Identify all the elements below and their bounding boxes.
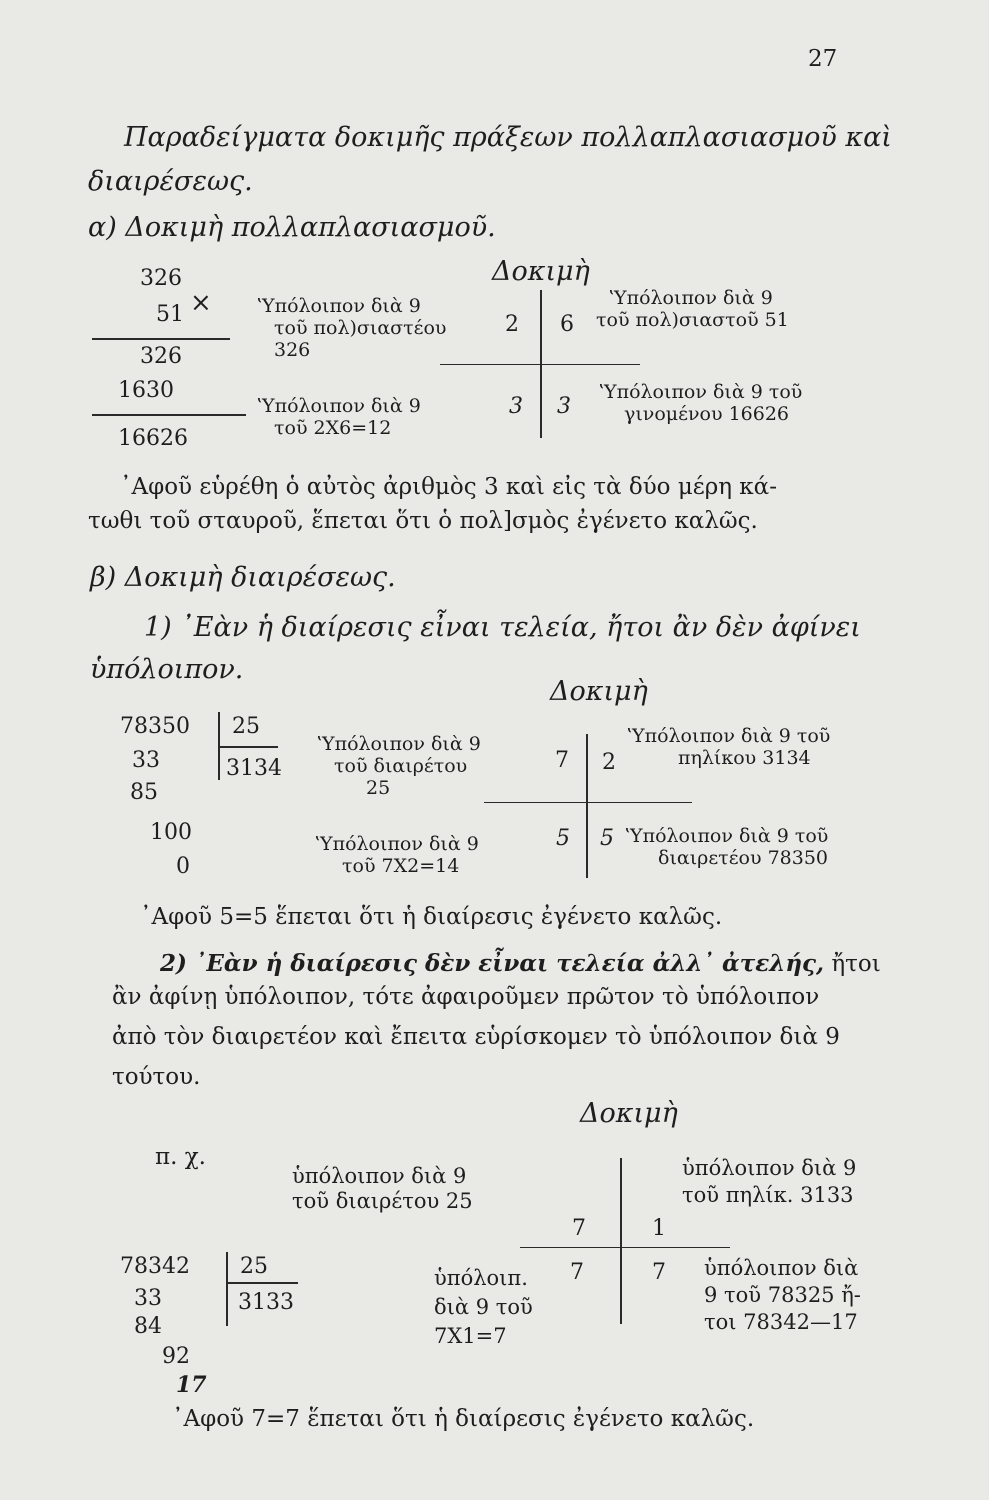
case2-step-2: 84	[134, 1314, 162, 1339]
case2-quotient-rule	[228, 1282, 298, 1284]
case2-quotient: 3133	[238, 1290, 294, 1315]
case2-division-bar	[226, 1252, 228, 1326]
case2-heading	[160, 952, 881, 976]
case2-remainder: 17	[176, 1372, 207, 1398]
a-cross-top-left: 2	[505, 312, 519, 337]
case2-text-line-3: τούτου.	[112, 1064, 201, 1090]
case2-heading-bold: 2) ᾿Εὰν ἡ διαίρεσις δὲν εἶναι τελεία ἀλλ᾿ ἀτελής,	[160, 950, 825, 977]
case2-right-top-note: ὑπόλοιπον διὰ 9 τοῦ πηλίκ. 3133	[682, 1156, 857, 1208]
case1-cross-horizontal	[484, 802, 692, 803]
case1-cross-top-left: 7	[555, 748, 569, 773]
case1-cross-bottom-left: 5	[556, 826, 570, 851]
case2-step-1: 33	[134, 1286, 162, 1311]
case2-text-line-1: ἂν ἀφίνῃ ὑπόλοιπον, τότε ἀφαιροῦμεν πρῶτον τὸ ὑπόλοιπον	[112, 984, 820, 1010]
case1-right-bottom-note: ʽΥπόλοιπον διὰ 9 τοῦ διαιρετέου 78350	[624, 825, 829, 869]
case2-middle-note: ὑπόλοιπ. διὰ 9 τοῦ 7Χ1=7	[434, 1266, 533, 1349]
multiplicand: 326	[140, 266, 182, 291]
case2-example-label: π. χ.	[155, 1144, 206, 1170]
case2-conclusion: ᾿Αφοῦ 7=7 ἕπεται ὅτι ἡ διαίρεσις ἐγένετο καλῶς.	[172, 1406, 755, 1432]
case2-dokimi-label: Δοκιμὴ	[580, 1098, 678, 1129]
case2-left-top-note: ὑπόλοιπον διὰ 9 τοῦ διαιρέτου 25	[292, 1164, 473, 1214]
case2-dividend: 78342	[120, 1254, 190, 1279]
case2-cross-top-right: 1	[652, 1216, 666, 1241]
a-conclusion-line-2: τωθι τοῦ σταυροῦ, ἕπεται ὅτι ὁ πολ]σμὸς ἐγένετο καλῶς.	[88, 508, 758, 534]
a-right-top-note: ʽΥπόλοιπον διὰ 9 τοῦ πολ)σιαστοῦ 51	[596, 287, 789, 331]
case1-step-4: 0	[176, 854, 190, 879]
case2-cross-bottom-right: 7	[652, 1260, 666, 1285]
case1-step-1: 33	[132, 748, 160, 773]
section-a-dokimi-label: Δοκιμὴ	[492, 256, 590, 287]
case1-step-2: 85	[130, 780, 158, 805]
case1-quotient: 3134	[226, 756, 282, 781]
multiplier: 51	[156, 302, 184, 327]
a-left-top-note: ʽΥπόλοιπον διὰ 9 τοῦ πολ)σιαστέου 326	[256, 295, 447, 361]
page-title-line-1: Παραδείγματα δοκιμῆς πράξεων πολλαπλασιασμοῦ καὶ	[124, 122, 892, 153]
case1-heading-line-1: 1) ᾿Εὰν ἡ διαίρεσις εἶναι τελεία, ἤτοι ἂν δὲν ἀφίνει	[144, 612, 861, 643]
times-sign: ×	[190, 288, 212, 318]
case1-divisor: 25	[232, 714, 260, 739]
case2-step-3: 92	[162, 1344, 190, 1369]
case2-cross-vertical	[620, 1158, 622, 1324]
case1-cross-vertical	[586, 734, 588, 878]
case2-heading-rest: ἤτοι	[824, 951, 881, 977]
a-left-bottom-note: ʽΥπόλοιπον διὰ 9 τοῦ 2Χ6=12	[256, 395, 421, 439]
a-cross-bottom-right: 3	[557, 394, 571, 419]
case1-dokimi-label: Δοκιμὴ	[550, 676, 648, 707]
case1-quotient-rule	[220, 746, 278, 748]
case1-cross-bottom-right: 5	[600, 826, 614, 851]
case1-right-top-note: ʽΥπόλοιπον διὰ 9 τοῦ πηλίκου 3134	[626, 725, 831, 769]
case1-step-3: 100	[150, 820, 192, 845]
case1-heading-line-2: ὑπόλοιπον.	[90, 654, 244, 685]
case2-cross-bottom-left: 7	[570, 1260, 584, 1285]
case2-cross-horizontal	[520, 1247, 730, 1248]
case2-right-bottom-note: ὑπόλοιπον διὰ 9 τοῦ 78325 ἤ- τοι 78342—17	[704, 1256, 861, 1335]
multiplication-rule-2	[92, 414, 246, 416]
case1-cross-top-right: 2	[602, 750, 616, 775]
page-title-line-2: διαιρέσεως.	[88, 166, 253, 197]
product: 16626	[118, 426, 188, 451]
section-b-heading: β) Δοκιμὴ διαιρέσεως.	[90, 562, 396, 593]
case2-divisor: 25	[240, 1254, 268, 1279]
case1-conclusion: ᾿Αφοῦ 5=5 ἕπεται ὅτι ἡ διαίρεσις ἐγένετο καλῶς.	[140, 904, 723, 930]
multiplication-rule-1	[92, 338, 230, 340]
case2-text-line-2: ἀπὸ τὸν διαιρετέον καὶ ἔπειτα εὑρίσκομεν τὸ ὑπόλοιπον διὰ 9	[112, 1024, 840, 1050]
a-cross-top-right: 6	[560, 312, 574, 337]
case1-left-top-note: ʽΥπόλοιπον διὰ 9 τοῦ διαιρέτου 25	[316, 733, 481, 799]
a-conclusion-line-1: ᾿Αφοῦ εὑρέθη ὁ αὐτὸς ἀριθμὸς 3 καὶ εἰς τὰ δύο μέρη κά-	[120, 474, 777, 500]
partial-product-2: 1630	[118, 378, 174, 403]
case2-cross-top-left: 7	[572, 1216, 586, 1241]
partial-product-1: 326	[140, 344, 182, 369]
section-a-heading: α) Δοκιμὴ πολλαπλασιασμοῦ.	[88, 212, 496, 243]
a-cross-horizontal	[440, 364, 640, 365]
page-number: 27	[808, 46, 838, 72]
a-right-bottom-note: ʽΥπόλοιπον διὰ 9 τοῦ γινομένου 16626	[598, 381, 803, 425]
case1-dividend: 78350	[120, 714, 190, 739]
a-cross-bottom-left: 3	[509, 394, 523, 419]
case1-left-bottom-note: ʽΥπόλοιπον διὰ 9 τοῦ 7Χ2=14	[314, 833, 479, 877]
